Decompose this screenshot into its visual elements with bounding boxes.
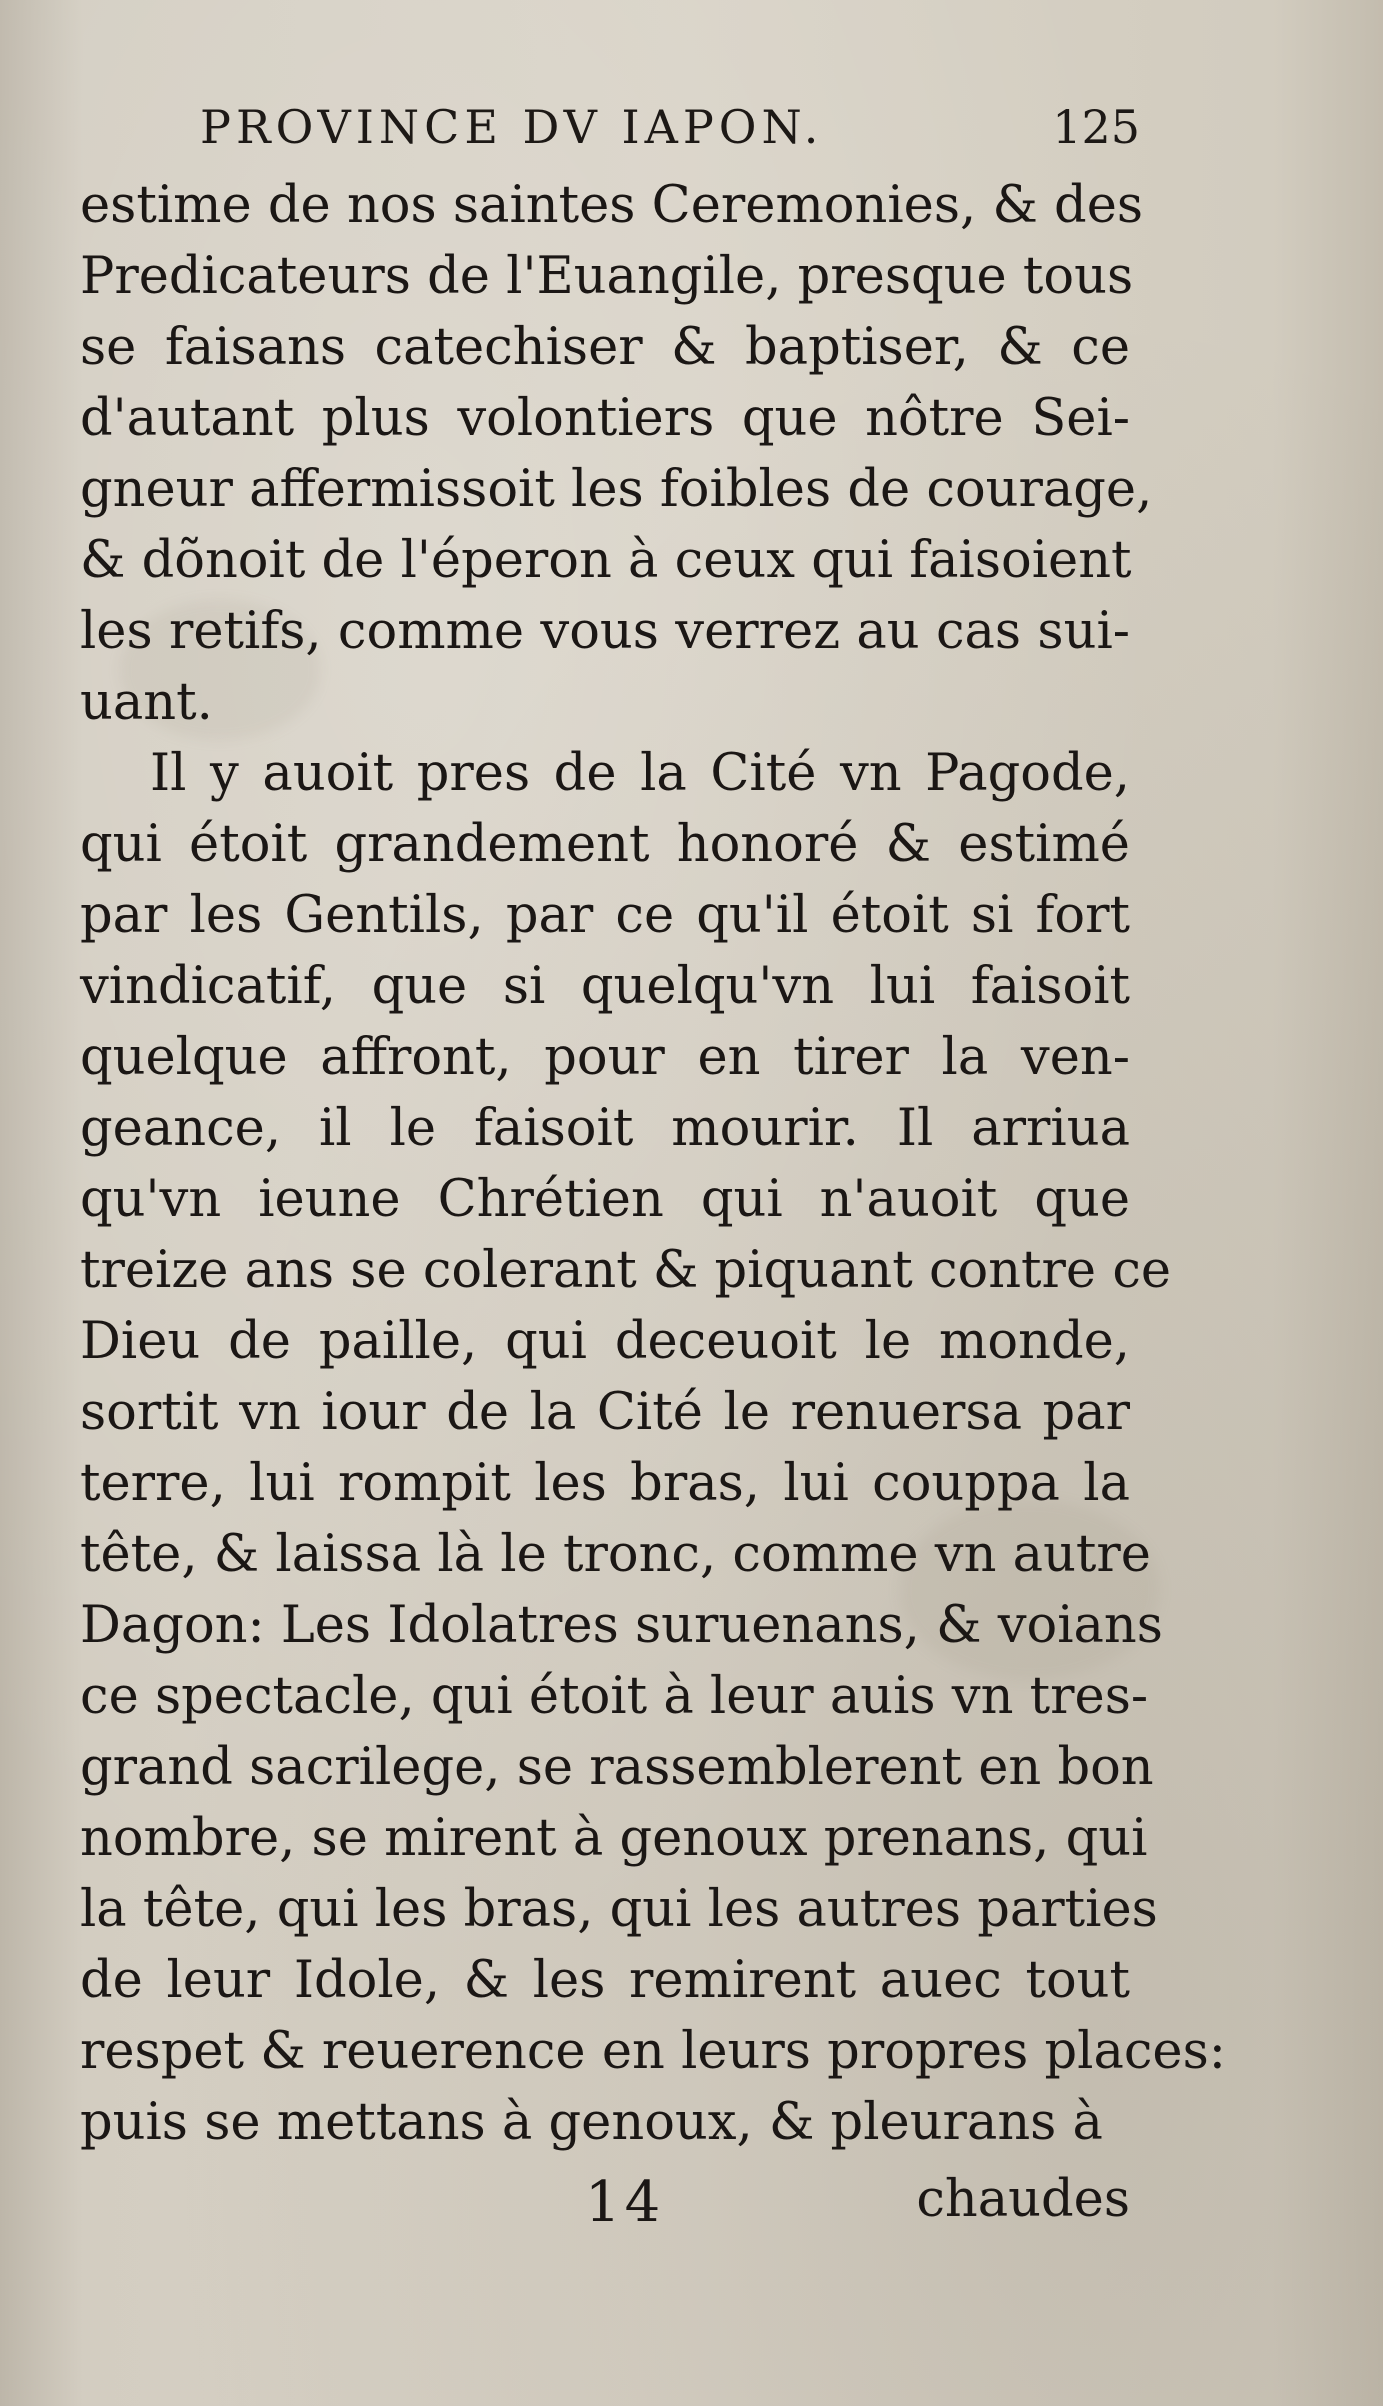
text-line: Dagon: Les Idolatres suruenans, & voians — [80, 1596, 1163, 1655]
paragraph — [80, 738, 1226, 2158]
text-line: Predicateurs de l'Euangile, presque tous — [80, 247, 1134, 306]
text-line: par les Gentils, par ce qu'il étoit si fort — [80, 886, 1130, 945]
text-line: Il y auoit pres de la Cité vn Pagode, — [150, 744, 1130, 803]
text-line: geance, il le faisoit mourir. Il arriua — [80, 1099, 1130, 1158]
text-line: tête, & laissa là le tronc, comme vn autre — [80, 1525, 1151, 1584]
text-line: d'autant plus volontiers que nôtre Sei- — [80, 389, 1130, 448]
page-number: 125 — [1052, 100, 1140, 154]
text-line: gneur affermissoit les foibles de courage, — [80, 460, 1153, 519]
page-footer — [80, 2170, 1130, 2250]
text-line: terre, lui rompit les bras, lui couppa la — [80, 1454, 1130, 1513]
text-line: treize ans se colerant & piquant contre ce — [80, 1241, 1172, 1300]
text-line: les retifs, comme vous verrez au cas sui- — [80, 602, 1130, 661]
text-line: ce spectacle, qui étoit à leur auis vn tres- — [80, 1667, 1149, 1726]
text-line: uant. — [80, 673, 213, 732]
text-line: & dõnoit de l'éperon à ceux qui faisoient — [80, 531, 1132, 590]
text-line: vindicatif, que si quelqu'vn lui faisoit — [80, 957, 1130, 1016]
text-line: estime de nos saintes Ceremonies, & des — [80, 176, 1144, 235]
text-line: quelque affront, pour en tirer la ven- — [80, 1028, 1130, 1087]
signature-mark: 14 — [585, 2170, 665, 2235]
text-line: la tête, qui les bras, qui les autres parties — [80, 1880, 1158, 1939]
running-title: PROVINCE DV IAPON. — [200, 100, 824, 154]
text-line: qui étoit grandement honoré & estimé — [80, 815, 1130, 874]
text-line: puis se mettans à genoux, & pleurans à — [80, 2093, 1103, 2152]
text-line: grand sacrilege, se rassemblerent en bon — [80, 1738, 1154, 1797]
paragraph — [80, 170, 1153, 738]
text-line: se faisans catechiser & baptiser, & ce — [80, 318, 1130, 377]
page-header — [180, 100, 1140, 170]
text-line: nombre, se mirent à genoux prenans, qui — [80, 1809, 1148, 1868]
body-text — [80, 170, 1226, 2158]
text-line: respet & reuerence en leurs propres places: — [80, 2022, 1226, 2081]
text-line: Dieu de paille, qui deceuoit le monde, — [80, 1312, 1130, 1371]
text-line: de leur Idole, & les remirent auec tout — [80, 1951, 1130, 2010]
catchword: chaudes — [916, 2170, 1130, 2229]
text-line: qu'vn ieune Chrétien qui n'auoit que — [80, 1170, 1130, 1229]
text-line: sortit vn iour de la Cité le renuersa par — [80, 1383, 1130, 1442]
